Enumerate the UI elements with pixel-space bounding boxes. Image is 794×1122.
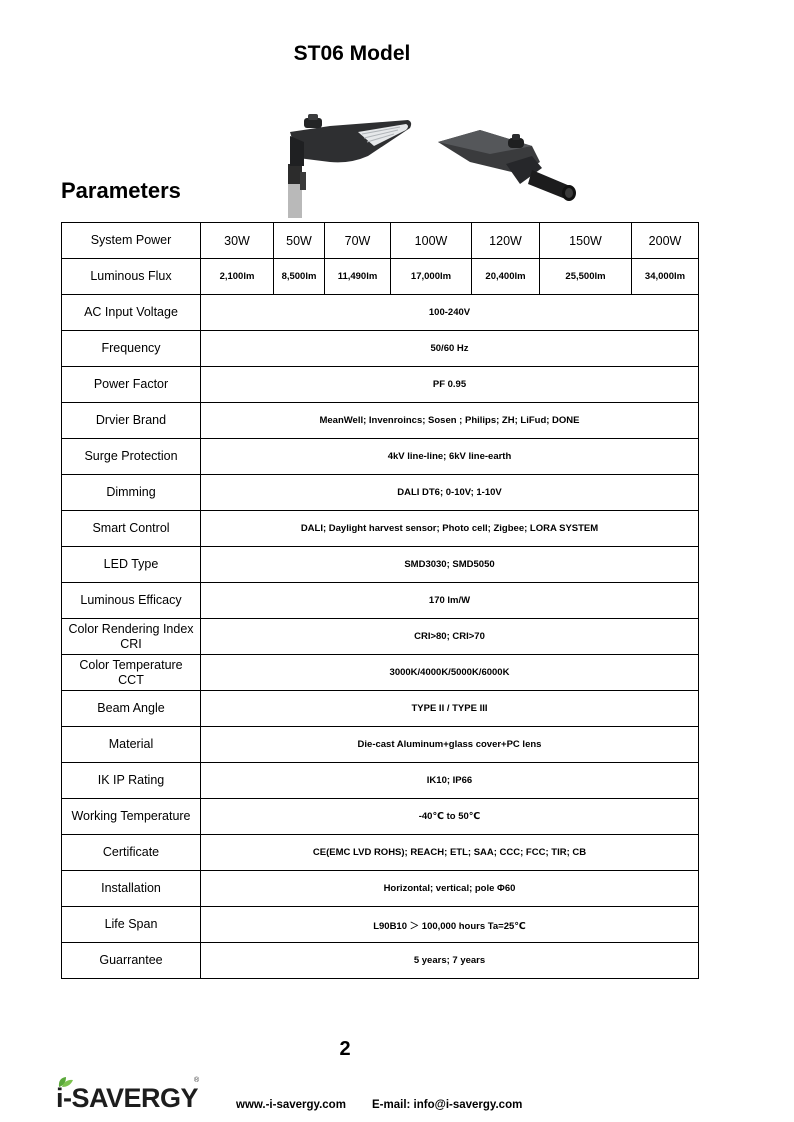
row-label-text: Certificate bbox=[102, 845, 160, 859]
table-row bbox=[62, 403, 699, 439]
row-label-text: Working Temperature bbox=[71, 809, 191, 823]
page-title: ST06 Model bbox=[293, 42, 411, 65]
row-value: L90B10 ＞ 100,000 hours Ta=25℃ bbox=[201, 907, 699, 943]
row-label-abbrev: CCT bbox=[118, 672, 144, 687]
row-label bbox=[62, 295, 201, 331]
row-label-text: Guarrantee bbox=[99, 953, 163, 967]
row-label-text: Material bbox=[108, 737, 154, 751]
street-light-side-image bbox=[438, 130, 576, 201]
row-value: Horizontal; vertical; pole Φ60 bbox=[201, 871, 699, 907]
table-row-luminous-flux bbox=[62, 259, 699, 295]
power-cell: 50W bbox=[274, 223, 325, 259]
row-label bbox=[62, 907, 201, 943]
section-heading: Parameters bbox=[61, 178, 181, 203]
flux-cell: 11,490lm bbox=[325, 259, 391, 295]
row-value: PF 0.95 bbox=[201, 367, 699, 403]
flux-cell: 17,000lm bbox=[391, 259, 472, 295]
table-row bbox=[62, 871, 699, 907]
product-images bbox=[270, 112, 590, 218]
table-row bbox=[62, 655, 699, 691]
row-label-text: Power Factor bbox=[93, 377, 169, 391]
row-value: IK10; IP66 bbox=[201, 763, 699, 799]
flux-cell: 34,000lm bbox=[632, 259, 699, 295]
row-label bbox=[62, 871, 201, 907]
company-logo bbox=[56, 1075, 206, 1117]
row-label bbox=[62, 403, 201, 439]
row-label bbox=[62, 511, 201, 547]
flux-cell: 25,500lm bbox=[540, 259, 632, 295]
power-cell: 120W bbox=[472, 223, 540, 259]
power-cell: 100W bbox=[391, 223, 472, 259]
row-value: 170 lm/W bbox=[201, 583, 699, 619]
flux-cell: 20,400lm bbox=[472, 259, 540, 295]
row-label-text: Surge Protection bbox=[84, 449, 178, 463]
power-cell: 30W bbox=[201, 223, 274, 259]
table-row bbox=[62, 331, 699, 367]
row-label bbox=[62, 943, 201, 979]
parameters-table bbox=[61, 222, 699, 979]
page-number: 2 bbox=[339, 1038, 351, 1060]
registered-mark: ® bbox=[194, 1077, 200, 1084]
power-cell: 150W bbox=[540, 223, 632, 259]
table-row bbox=[62, 295, 699, 331]
row-label-text: Beam Angle bbox=[97, 701, 165, 715]
table-row-system-power bbox=[62, 223, 699, 259]
row-label-text: Dimming bbox=[106, 485, 156, 499]
row-label bbox=[62, 835, 201, 871]
row-label bbox=[62, 727, 201, 763]
row-label: Luminous Flux bbox=[62, 259, 201, 295]
row-label-text: Luminous Efficacy bbox=[80, 593, 182, 607]
row-value: 50/60 Hz bbox=[201, 331, 699, 367]
row-label-text: AC Input Voltage bbox=[84, 305, 178, 319]
table-row bbox=[62, 691, 699, 727]
table-row bbox=[62, 763, 699, 799]
row-label bbox=[62, 655, 201, 691]
row-label-text: Life Span bbox=[104, 917, 158, 931]
row-value: SMD3030; SMD5050 bbox=[201, 547, 699, 583]
row-label-text: Smart Control bbox=[92, 521, 170, 535]
row-label-text: Installation bbox=[101, 881, 161, 895]
row-label bbox=[62, 439, 201, 475]
row-label bbox=[62, 583, 201, 619]
row-value: CE(EMC LVD ROHS); REACH; ETL; SAA; CCC; FCC; TIR; CB bbox=[201, 835, 699, 871]
row-label bbox=[62, 691, 201, 727]
table-row bbox=[62, 799, 699, 835]
row-label bbox=[62, 367, 201, 403]
row-label-text: Color Temperature bbox=[79, 657, 183, 672]
row-value: 3000K/4000K/5000K/6000K bbox=[201, 655, 699, 691]
row-label-text: LED Type bbox=[103, 557, 159, 571]
row-value: DALI; Daylight harvest sensor; Photo cell; Zigbee; LORA SYSTEM bbox=[201, 511, 699, 547]
table-row bbox=[62, 727, 699, 763]
row-label: System Power bbox=[62, 223, 201, 259]
row-label-text: IK IP Rating bbox=[97, 773, 165, 787]
row-label bbox=[62, 331, 201, 367]
row-label-text: Drvier Brand bbox=[95, 413, 167, 427]
table-row bbox=[62, 511, 699, 547]
table-row bbox=[62, 547, 699, 583]
row-value: -40℃ to 50℃ bbox=[201, 799, 699, 835]
row-label-text: Color Rendering Index bbox=[68, 621, 194, 636]
parameters-table-body bbox=[62, 223, 699, 979]
table-row bbox=[62, 943, 699, 979]
flux-cell: 8,500lm bbox=[274, 259, 325, 295]
table-row bbox=[62, 835, 699, 871]
table-row bbox=[62, 619, 699, 655]
power-cell: 70W bbox=[325, 223, 391, 259]
row-label bbox=[62, 547, 201, 583]
power-cell: 200W bbox=[632, 223, 699, 259]
table-row bbox=[62, 583, 699, 619]
street-light-angled-image bbox=[288, 114, 411, 218]
row-label-text: Frequency bbox=[101, 341, 161, 355]
row-label bbox=[62, 475, 201, 511]
row-value: CRI>80; CRI>70 bbox=[201, 619, 699, 655]
row-value: Die-cast Aluminum+glass cover+PC lens bbox=[201, 727, 699, 763]
row-label bbox=[62, 799, 201, 835]
row-value: DALI DT6; 0-10V; 1-10V bbox=[201, 475, 699, 511]
row-label bbox=[62, 763, 201, 799]
logo-text: i-SAVERGY bbox=[56, 1083, 199, 1113]
row-value: 100-240V bbox=[201, 295, 699, 331]
flux-cell: 2,100lm bbox=[201, 259, 274, 295]
row-value: 5 years; 7 years bbox=[201, 943, 699, 979]
table-row bbox=[62, 475, 699, 511]
row-value: MeanWell; Invenroincs; Sosen ; Philips; ZH; LiFud; DONE bbox=[201, 403, 699, 439]
row-value: 4kV line-line; 6kV line-earth bbox=[201, 439, 699, 475]
row-label-abbrev: CRI bbox=[120, 636, 142, 651]
table-row bbox=[62, 439, 699, 475]
row-label bbox=[62, 619, 201, 655]
table-row bbox=[62, 367, 699, 403]
footer-email-link[interactable]: E-mail: info@i-savergy.com bbox=[372, 1099, 523, 1111]
row-value: TYPE II / TYPE III bbox=[201, 691, 699, 727]
table-row bbox=[62, 907, 699, 943]
footer-website-link[interactable]: www.-i-savergy.com bbox=[236, 1099, 346, 1111]
